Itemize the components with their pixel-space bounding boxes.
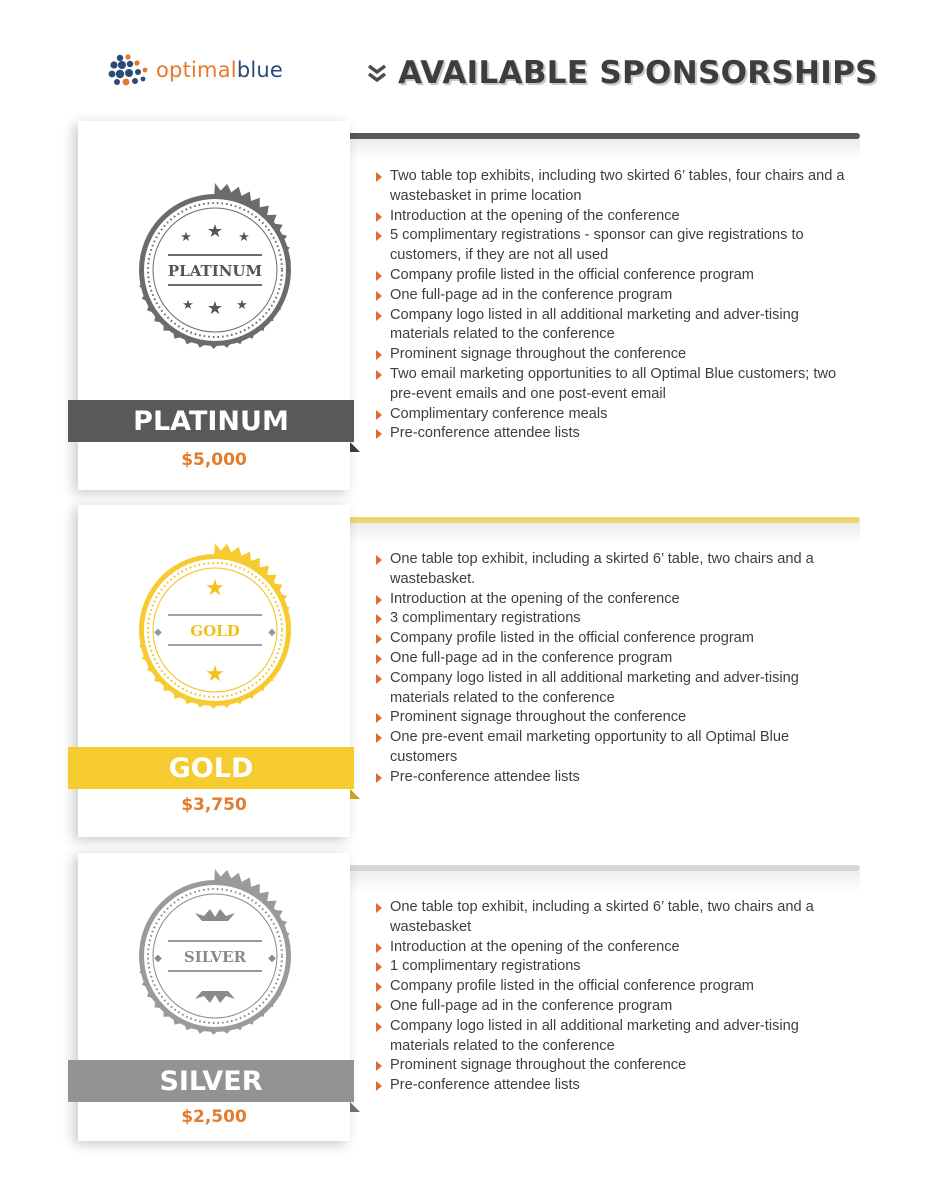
list-item: Prominent signage throughout the conference [376,1056,846,1076]
list-item: Pre-conference attendee lists [376,1076,846,1096]
list-item: Company profile listed in the official conference program [376,977,846,997]
platinum-seal-label: PLATINUM [167,262,263,280]
list-item: Company profile listed in the official conference program [376,629,846,649]
silver-name-band: SILVER [68,1060,354,1102]
svg-text:★: ★ [205,575,225,600]
list-item: One full-page ad in the conference program [376,286,846,306]
gold-band-fold [350,789,360,799]
list-item: Introduction at the opening of the conference [376,590,846,610]
list-item: Two email marketing opportunities to all Optimal Blue customers; two pre-event emails and one post-event email [376,365,846,405]
list-item: Company logo listed in all additional marketing and adver-tising materials related to the conference [376,1017,846,1057]
silver-card [78,853,350,1141]
list-item: Pre-conference attendee lists [376,424,846,444]
svg-text:★: ★ [238,229,250,244]
list-item: One full-page ad in the conference program [376,997,846,1017]
platinum-seal-icon [120,175,310,365]
list-item: Company profile listed in the official conference program [376,266,846,286]
list-item: One table top exhibit, including a skirted 6’ table, two chairs and a wastebasket. [376,550,846,590]
gold-top-bar [340,517,860,523]
list-item: One pre-event email marketing opportunity to all Optimal Blue customers [376,728,846,768]
logo-text-optimal: optimal [156,58,237,82]
gold-price: $3,750 [181,795,247,815]
gold-bar-shade [340,523,860,545]
gold-benefits-list [376,550,846,788]
silver-top-bar [340,865,860,871]
page-header [366,53,878,93]
silver-price: $2,500 [181,1107,247,1127]
svg-text:◆: ◆ [154,627,162,638]
silver-benefits-list [376,898,846,1096]
platinum-name-band: PLATINUM [68,400,354,442]
list-item: 3 complimentary registrations [376,609,846,629]
platinum-bar-shade [340,139,860,161]
list-item: 1 complimentary registrations [376,957,846,977]
logo-wordmark [156,58,283,82]
list-item: One table top exhibit, including a skirted 6’ table, two chairs and a wastebasket [376,898,846,938]
list-item: Introduction at the opening of the conference [376,938,846,958]
list-item: One full-page ad in the conference program [376,649,846,669]
svg-text:★: ★ [205,661,225,686]
platinum-band-fold [350,442,360,452]
gold-seal-label: GOLD [190,622,240,640]
logo-dots-icon [108,54,150,88]
gold-card [78,505,350,837]
logo-text-blue: blue [236,58,284,82]
svg-text:★: ★ [206,298,224,318]
list-item: Complimentary conference meals [376,405,846,425]
svg-text:★: ★ [206,221,224,241]
list-item: Company logo listed in all additional marketing and adver-tising materials related to the conference [376,669,846,709]
list-item: Introduction at the opening of the conference [376,207,846,227]
silver-seal-label: SILVER [183,948,247,966]
list-item: Pre-conference attendee lists [376,768,846,788]
list-item: Two table top exhibits, including two skirted 6’ tables, four chairs and a wastebasket in prime location [376,167,846,207]
list-item: Company logo listed in all additional marketing and adver-tising materials related to the conference [376,306,846,346]
svg-text:◆: ◆ [154,953,162,964]
svg-text:◆: ◆ [268,953,276,964]
svg-text:★: ★ [180,229,192,244]
list-item: Prominent signage throughout the conference [376,708,846,728]
silver-band-fold [350,1102,360,1112]
list-item: 5 complimentary registrations - sponsor can give registrations to customers, if they are not all used [376,226,846,266]
platinum-price: $5,000 [181,450,247,470]
silver-bar-shade [340,871,860,893]
platinum-top-bar [340,133,860,139]
svg-text:★: ★ [182,297,194,312]
page-title: AVAILABLE SPONSORSHIPS [398,55,878,91]
optimal-blue-logo [108,52,318,92]
svg-text:◆: ◆ [268,627,276,638]
platinum-card [78,121,350,490]
platinum-benefits-list [376,167,846,444]
double-chevron-down-icon [366,62,388,84]
gold-name-band: GOLD [68,747,354,789]
svg-text:★: ★ [236,297,248,312]
gold-seal-icon [120,535,310,725]
list-item: Prominent signage throughout the conference [376,345,846,365]
silver-seal-icon [120,861,310,1051]
